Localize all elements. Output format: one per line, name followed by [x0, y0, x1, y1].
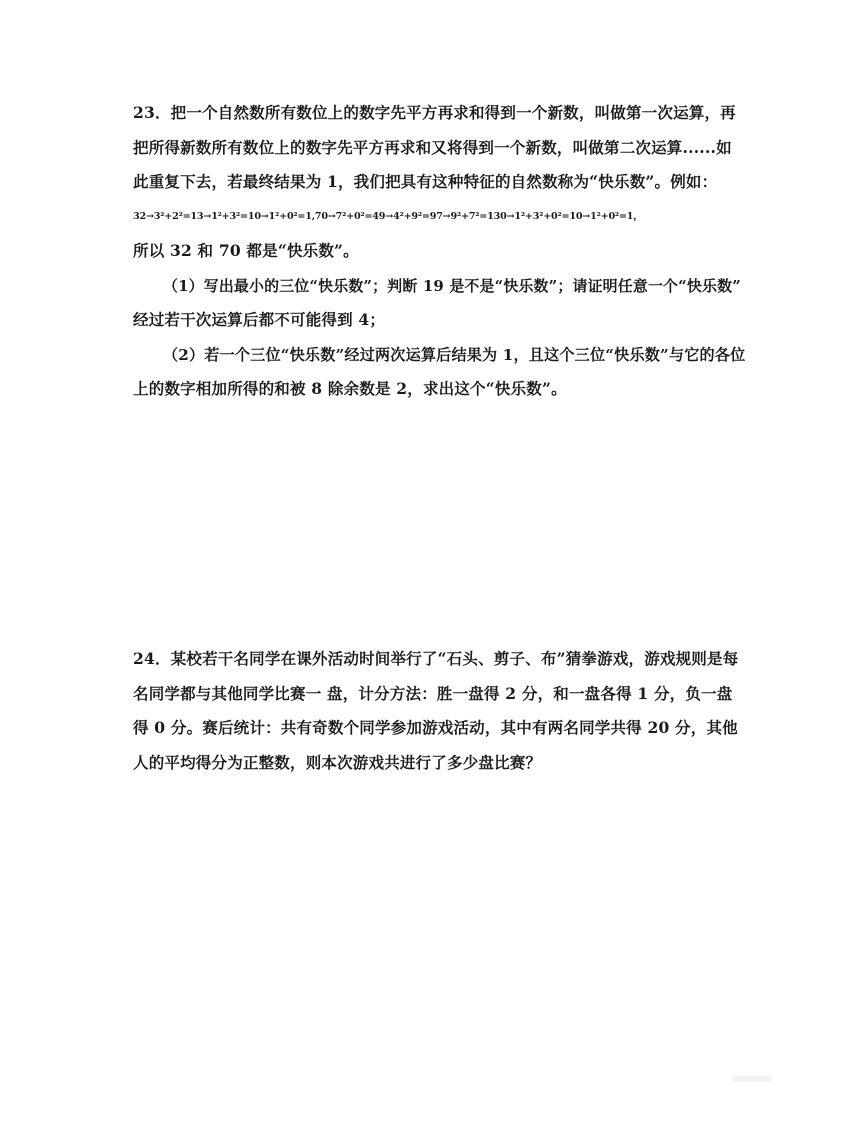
question-23: [133, 96, 745, 407]
q23-example-formula: 32→3²+2²=13→1²+3²=10→1²+0²=1,70→7²+0²=49→4²+9²=97→9²+7²=130→1²+3²+0²=10→1²+0²=1，: [133, 210, 643, 222]
q23-part-1: （1）写出最小的三位“快乐数”；判断 19 是不是“快乐数”；请证明任意一个“快乐数”: [163, 276, 741, 295]
q23-line-1: 23．把一个自然数所有数位上的数字先平方再求和得到一个新数，叫做第一次运算，再: [133, 103, 736, 122]
q24-line-3: 得 0 分。赛后统计：共有奇数个同学参加游戏活动，其中有两名同学共得 20 分，其他: [133, 718, 738, 737]
question-24: [133, 642, 745, 780]
q23-part-2-cont: 上的数字相加所得的和被 8 除余数是 2，求出这个“快乐数”。: [133, 379, 567, 398]
scan-smudge: [732, 1076, 772, 1082]
q23-part-1-cont: 经过若干次运算后都不可能得到 4；: [133, 310, 386, 329]
q24-line-1: 24．某校若干名同学在课外活动时间举行了“石头、剪子、布”猜拳游戏，游戏规则是每: [133, 649, 739, 668]
q24-line-2: 名同学都与其他同学比赛一 盘，计分方法：胜一盘得 2 分，和一盘各得 1 分，负一盘: [133, 683, 733, 703]
q24-line-4: 人的平均得分为正整数，则本次游戏共进行了多少盘比赛？: [133, 752, 542, 772]
q23-part-2: （2）若一个三位“快乐数”经过两次运算后结果为 1，且这个三位“快乐数”与它的各位: [163, 345, 746, 364]
q23-line-5: 所以 32 和 70 都是“快乐数”。: [133, 241, 359, 260]
q23-line-2: 把所得新数所有数位上的数字先平方再求和又将得到一个新数，叫做第二次运算......如: [133, 137, 732, 157]
q23-line-3: 此重复下去，若最终结果为 1，我们把具有这种特征的自然数称为“快乐数”。例如：: [133, 172, 718, 191]
